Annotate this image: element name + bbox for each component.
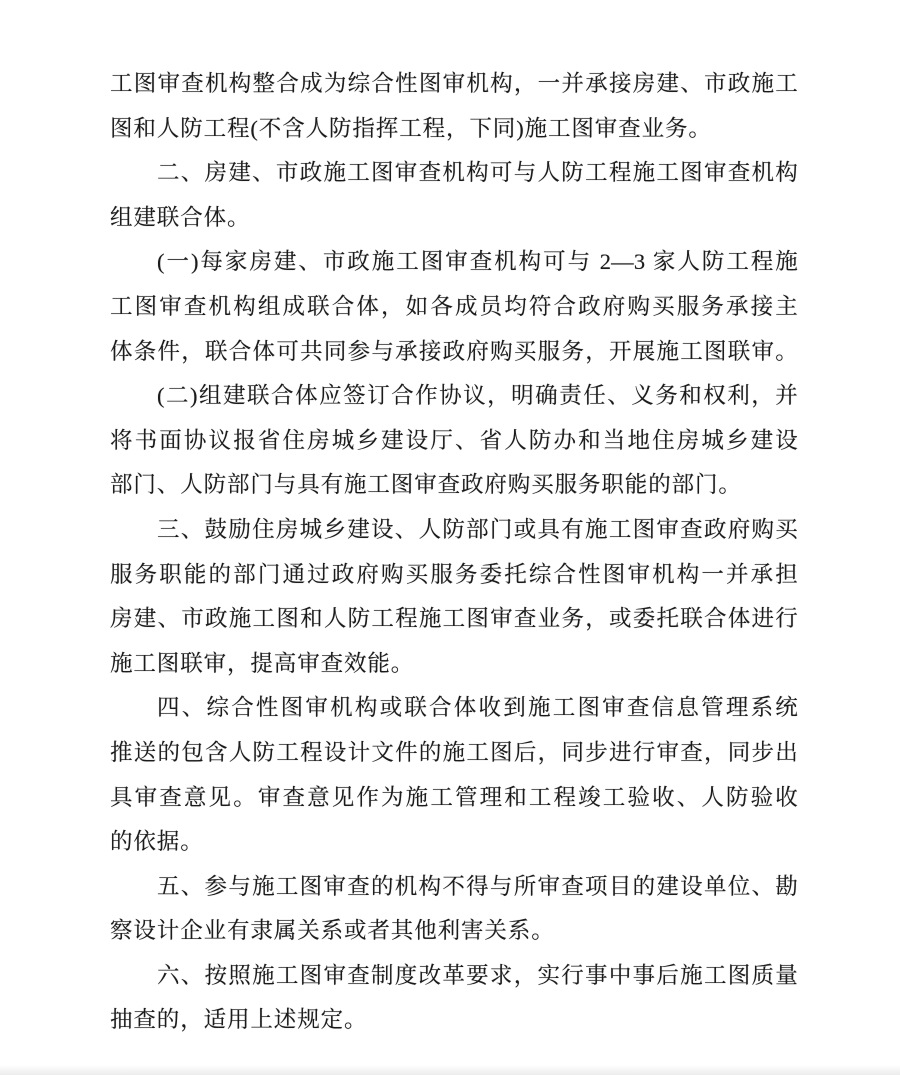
text-line: 具审查意见。审查意见作为施工管理和工程竣工验收、人防验收 [110, 784, 798, 810]
text-line: 房建、市政施工图和人防工程施工图审查业务，或委托联合体进行 [110, 606, 798, 632]
text-line: 的依据。 [110, 829, 204, 855]
text-line: 部门、人防部门与具有施工图审查政府购买服务职能的部门。 [110, 472, 742, 498]
text-line: 服务职能的部门通过政府购买服务委托综合性图审机构一并承担 [110, 561, 798, 587]
text-line: 工图审查机构整合成为综合性图审机构，一并承接房建、市政施工 [110, 71, 798, 96]
text-line-section-2: 二、房建、市政施工图审查机构可与人防工程施工图审查机构 [157, 160, 798, 186]
text-line-section-6: 六、按照施工图审查制度改革要求，实行事中事后施工图质量 [157, 962, 798, 988]
text-line: 图和人防工程(不含人防指挥工程，下同)施工图审查业务。 [110, 115, 712, 141]
text-line: 组建联合体。 [110, 204, 251, 230]
text-line: 体条件，联合体可共同参与承接政府购买服务，开展施工图联审。 [110, 338, 798, 364]
text-line: 施工图联审，提高审查效能。 [110, 650, 415, 676]
text-line: 推送的包含人防工程设计文件的施工图后，同步进行审查，同步出 [110, 739, 798, 765]
scan-edge-shadow [0, 1065, 900, 1075]
text-line: 将书面协议报省住房城乡建设厅、省人防办和当地住房城乡建设 [110, 427, 798, 453]
text-line-section-4: 四、综合性图审机构或联合体收到施工图审查信息管理系统 [157, 695, 798, 721]
text-line-item-1: (一)每家房建、市政施工图审查机构可与 2—3 家人防工程施 [157, 249, 798, 275]
document-text-block [110, 62, 798, 1043]
text-line-section-3: 三、鼓励住房城乡建设、人防部门或具有施工图审查政府购买 [157, 516, 798, 542]
text-line: 工图审查机构组成联合体，如各成员均符合政府购买服务承接主 [110, 293, 798, 319]
text-line: 抽查的，适用上述规定。 [110, 1007, 368, 1033]
text-line-item-2: (二)组建联合体应签订合作协议，明确责任、义务和权利，并 [157, 383, 798, 409]
text-line: 察设计企业有隶属关系或者其他利害关系。 [110, 918, 555, 944]
text-line-section-5: 五、参与施工图审查的机构不得与所审查项目的建设单位、勘 [157, 873, 798, 899]
